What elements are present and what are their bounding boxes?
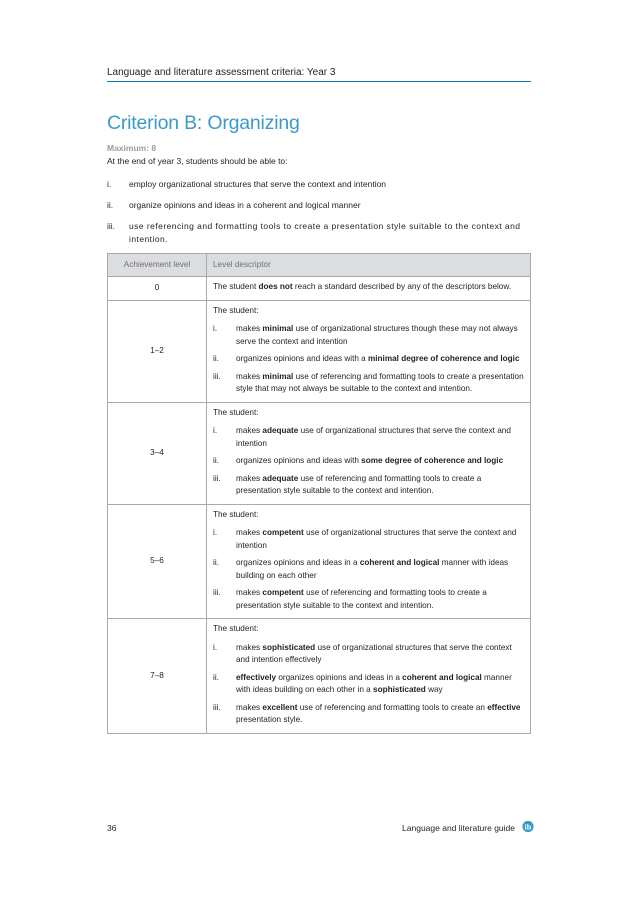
descriptor-intro: The student: xyxy=(213,305,259,315)
descriptor-item-number: iii. xyxy=(213,588,221,597)
page-title: Criterion B: Organizing xyxy=(107,112,300,134)
objective-text: use referencing and formatting tools to create a presentation style suitable to the context and intention. xyxy=(129,221,521,244)
descriptor-intro: The student: xyxy=(213,407,259,417)
descriptor-item-text: makes minimal use of organizational structures though these may not always serve the context and intention xyxy=(236,324,518,346)
objective-item xyxy=(107,220,531,246)
achievement-level: 1–2 xyxy=(108,300,207,402)
assessment-table xyxy=(107,253,531,734)
header-rule xyxy=(107,81,531,82)
descriptor-item xyxy=(213,353,524,366)
descriptor-item-text: effectively organizes opinions and ideas in a coherent and logical manner with ideas building on each other in a sophisticated way xyxy=(236,672,512,694)
descriptor-item-number: i. xyxy=(213,528,218,537)
descriptor-item-text: organizes opinions and ideas with some degree of coherence and logic xyxy=(236,456,504,465)
descriptor-item-text: makes minimal use of referencing and formatting tools to create a presentation style that may not always be suitable to the context and intention. xyxy=(236,371,524,393)
descriptor-item-text: makes adequate use of organizational structures that serve the context and intention xyxy=(236,426,511,448)
descriptor-item xyxy=(213,323,524,348)
level-descriptor xyxy=(207,504,531,619)
objective-number: iii. xyxy=(107,221,116,231)
objectives-list xyxy=(107,178,531,254)
descriptor-item xyxy=(213,455,524,468)
achievement-level: 7–8 xyxy=(108,619,207,734)
descriptor-item-text: organizes opinions and ideas with a minimal degree of coherence and logic xyxy=(236,354,520,363)
descriptor-item-text: makes competent use of organizational structures that serve the context and intention xyxy=(236,528,517,550)
level-descriptor xyxy=(207,402,531,504)
descriptor-item-text: makes adequate use of referencing and formatting tools to create a presentation style suitable to the context and intention. xyxy=(236,473,482,495)
descriptor-text: reach a standard described by any of the descriptors below. xyxy=(292,282,512,291)
column-header-level-descriptor: Level descriptor xyxy=(207,254,531,277)
running-header: Language and literature assessment criteria: Year 3 xyxy=(107,67,336,78)
descriptor-item-number: i. xyxy=(213,642,218,652)
descriptor-intro: The student: xyxy=(213,624,259,633)
descriptor-item xyxy=(213,672,524,697)
level-descriptor xyxy=(207,300,531,402)
objective-item xyxy=(107,178,531,191)
descriptor-item-number: i. xyxy=(213,426,218,435)
descriptor-item-text: makes competent use of referencing and formatting tools to create a presentation style suitable to the context and intention. xyxy=(236,588,487,610)
descriptor-intro: The student: xyxy=(213,509,259,519)
level-descriptor xyxy=(207,619,531,734)
descriptor-item xyxy=(213,702,524,727)
objective-text: organize opinions and ideas in a coherent and logical manner xyxy=(129,200,361,210)
descriptor-item xyxy=(213,642,524,667)
descriptor-item-text: makes excellent use of referencing and formatting tools to create an effective presentation style. xyxy=(236,702,521,724)
table-row xyxy=(108,277,531,301)
descriptor-item xyxy=(213,587,524,612)
objective-item xyxy=(107,199,531,212)
objective-number: i. xyxy=(107,179,112,189)
table-header-row xyxy=(108,254,531,277)
objective-text: employ organizational structures that serve the context and intention xyxy=(129,179,387,189)
descriptor-item-number: ii. xyxy=(213,456,219,465)
descriptor-item xyxy=(213,425,524,450)
descriptor-item-number: iii. xyxy=(213,371,221,381)
descriptor-item-number: iii. xyxy=(213,473,221,483)
descriptor-text: The student xyxy=(213,282,259,291)
maximum-marks: Maximum: 8 xyxy=(107,143,157,153)
descriptor-item xyxy=(213,557,524,582)
intro-text: At the end of year 3, students should be able to: xyxy=(107,156,288,166)
achievement-level: 3–4 xyxy=(108,402,207,504)
descriptor-item-number: ii. xyxy=(213,672,219,682)
descriptor-item-text: makes sophisticated use of organizational structures that serve the context and intention effectively xyxy=(236,642,512,664)
page-number: 36 xyxy=(107,823,117,833)
guide-title: Language and literature guide xyxy=(402,823,515,833)
descriptor-emphasis: does not xyxy=(258,282,293,291)
achievement-level: 5–6 xyxy=(108,504,207,619)
achievement-level: 0 xyxy=(108,277,207,301)
ib-logo-icon xyxy=(521,819,535,833)
svg-text:ib: ib xyxy=(524,822,532,832)
descriptor-item-number: iii. xyxy=(213,702,221,712)
table-row xyxy=(108,300,531,402)
table-row xyxy=(108,402,531,504)
descriptor-item xyxy=(213,371,524,396)
table-row xyxy=(108,619,531,734)
descriptor-item-number: ii. xyxy=(213,354,219,363)
descriptor-item xyxy=(213,473,524,498)
descriptor-item-number: i. xyxy=(213,324,218,333)
table-row xyxy=(108,504,531,619)
column-header-achievement-level: Achievement level xyxy=(108,254,207,277)
descriptor-item-number: ii. xyxy=(213,558,219,567)
descriptor-item-text: organizes opinions and ideas in a coherent and logical manner with ideas building on each other xyxy=(236,558,509,580)
objective-number: ii. xyxy=(107,200,114,210)
level-descriptor xyxy=(207,277,531,301)
descriptor-item xyxy=(213,527,524,552)
